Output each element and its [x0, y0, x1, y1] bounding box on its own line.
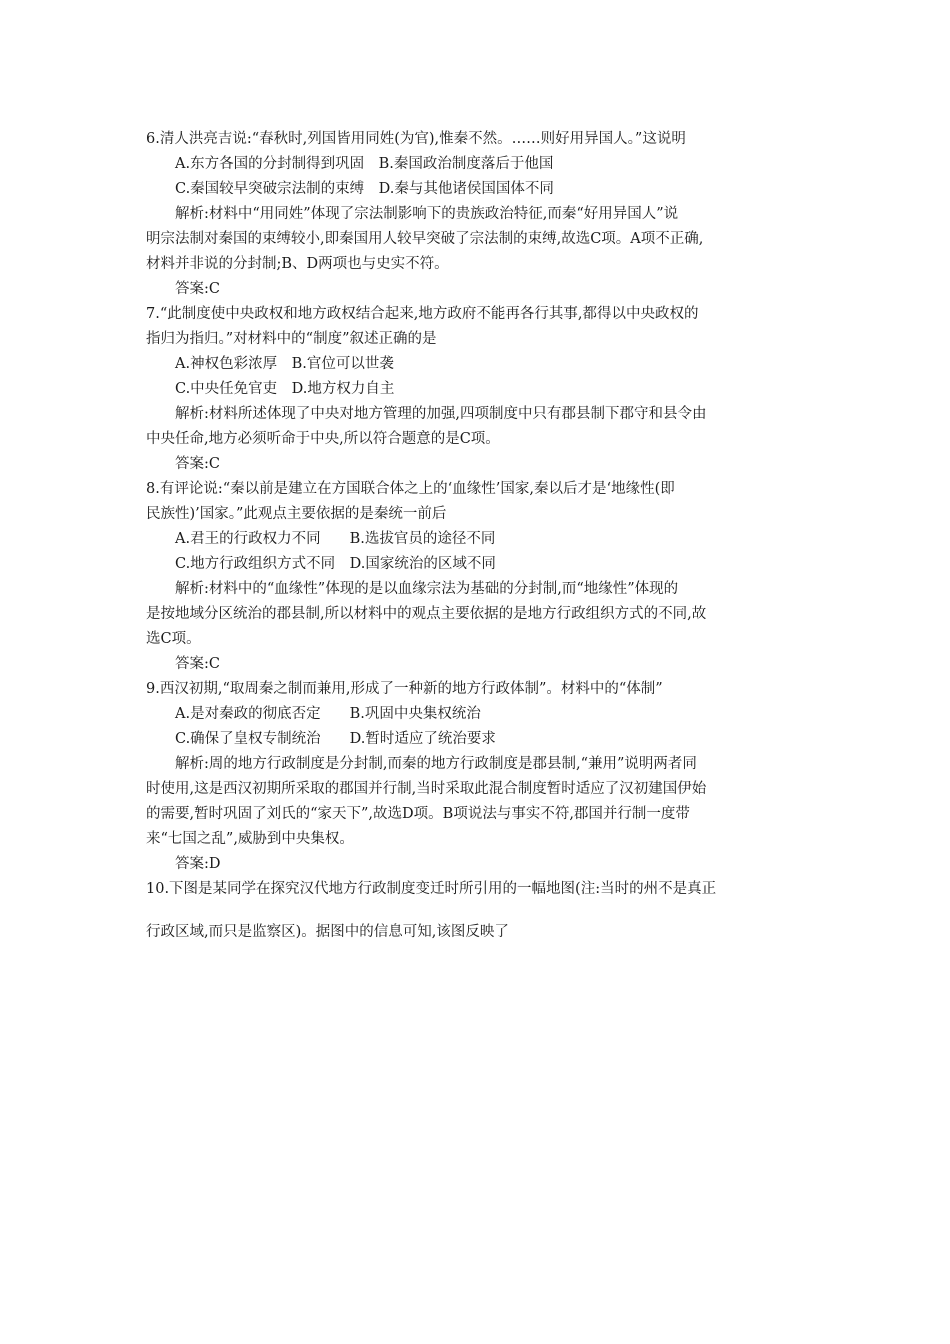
text-line: A.君王的行政权力不同 B.选拔官员的途径不同 — [175, 531, 496, 547]
text-line: 中央任命,地方必须听命于中央,所以符合题意的是C项。 — [146, 431, 500, 447]
line-gap — [146, 902, 808, 920]
text-line: C.地方行政组织方式不同 D.国家统治的区域不同 — [175, 556, 496, 572]
text-line: C.中央任免官吏 D.地方权力自主 — [175, 381, 395, 397]
text-line: 答案:C — [175, 656, 220, 672]
text-line: A.神权色彩浓厚 B.官位可以世袭 — [175, 356, 394, 372]
text-line: 民族性)’国家。”此观点主要依据的是秦统一前后 — [146, 506, 447, 522]
text-line: A.东方各国的分封制得到巩固 B.秦国政治制度落后于他国 — [175, 156, 554, 172]
text-line: 明宗法制对秦国的束缚较小,即秦国用人较早突破了宗法制的束缚,故选C项。A项不正确, — [146, 231, 704, 247]
text-line: 6.清人洪亮吉说:“春秋时,列国皆用同姓(为官),惟秦不然。……则好用异国人。”这说明 — [146, 131, 686, 147]
text-line: 解析:材料中的“血缘性”体现的是以血缘宗法为基础的分封制,而“地缘性”体现的 — [175, 581, 679, 597]
text-line: 时使用,这是西汉初期所采取的郡国并行制,当时采取此混合制度暂时适应了汉初建国伊始 — [146, 781, 707, 797]
text-line: 的需要,暂时巩固了刘氏的“家天下”,故选D项。B项说法与事实不符,郡国并行制一度带 — [146, 806, 690, 822]
text-line: 材料并非说的分封制;B、D两项也与史实不符。 — [146, 256, 449, 272]
text-line: 10.下图是某同学在探究汉代地方行政制度变迁时所引用的一幅地图(注:当时的州不是真正 — [146, 881, 717, 897]
text-line: 行政区域,而只是监察区)。据图中的信息可知,该图反映了 — [146, 924, 509, 940]
text-line: C.秦国较早突破宗法制的束缚 D.秦与其他诸侯国国体不同 — [175, 181, 554, 197]
text-line: 9.西汉初期,“取周秦之制而兼用,形成了一种新的地方行政体制”。材料中的“体制” — [146, 681, 663, 697]
text-line: 选C项。 — [146, 631, 201, 647]
text-line: 指归为指归。”对材料中的“制度”叙述正确的是 — [146, 331, 437, 347]
text-line: A.是对秦政的彻底否定 B.巩固中央集权统治 — [175, 706, 481, 722]
text-line: 答案:C — [175, 281, 220, 297]
text-line: 是按地域分区统治的郡县制,所以材料中的观点主要依据的是地方行政组织方式的不同,故 — [146, 606, 707, 622]
text-line: 来“七国之乱”,威胁到中央集权。 — [146, 831, 354, 847]
text-line: 解析:周的地方行政制度是分封制,而秦的地方行政制度是郡县制,“兼用”说明两者同 — [175, 756, 697, 772]
text-line: C.确保了皇权专制统治 D.暂时适应了统治要求 — [175, 731, 496, 747]
document-page — [146, 127, 808, 945]
text-line: 答案:C — [175, 456, 220, 472]
text-line: 7.“此制度使中央政权和地方政权结合起来,地方政府不能再各行其事,都得以中央政权的 — [146, 306, 699, 322]
text-line: 解析:材料所述体现了中央对地方管理的加强,四项制度中只有郡县制下郡守和县令由 — [175, 406, 707, 422]
text-line: 8.有评论说:“秦以前是建立在方国联合体之上的‘血缘性’国家,秦以后才是‘地缘性(即 — [146, 481, 675, 497]
text-line: 答案:D — [175, 856, 221, 872]
text-line: 解析:材料中“用同姓”体现了宗法制影响下的贵族政治特征,而秦“好用异国人”说 — [175, 206, 679, 222]
